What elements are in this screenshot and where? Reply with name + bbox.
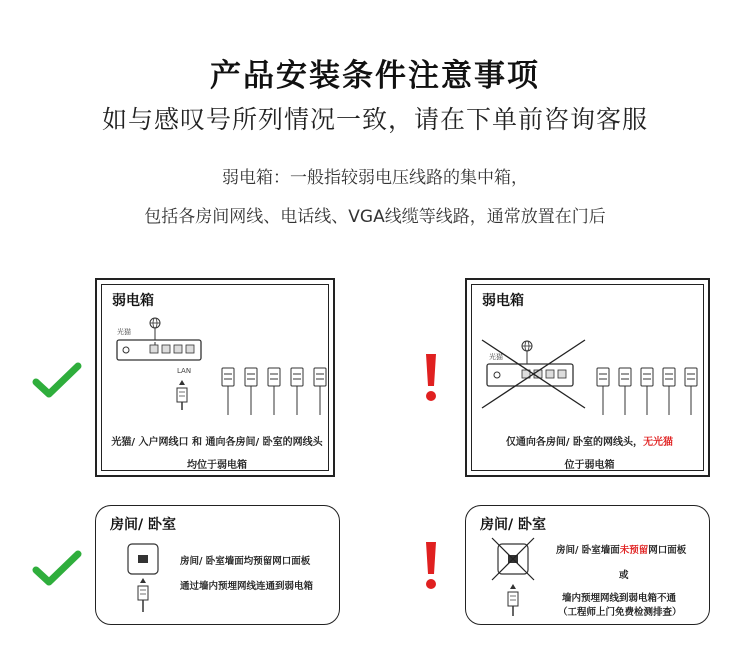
panel-title: 弱电箱 <box>112 293 154 309</box>
room-line-3: 墙内预埋网线到弱电箱不通 <box>562 593 677 604</box>
room-panel-ok <box>95 505 340 625</box>
description-line-2: 包括各房间网线、电话线、VGA线缆等线路，通常放置在门后 <box>144 207 606 227</box>
network-diagram <box>97 280 337 479</box>
room-line-1-warning: 未预留 <box>619 545 649 556</box>
room-line-1: 房间/ 卧室墙面均预留网口面板 <box>180 556 311 567</box>
network-cable-heads <box>597 368 697 415</box>
modem-device <box>487 364 573 386</box>
room-line-2: 通过墙内预埋网线连通到弱电箱 <box>180 581 314 592</box>
cable-plug-icon <box>508 584 518 616</box>
wall-socket-icon <box>128 544 158 574</box>
description-line-1: 弱电箱：一般指较弱电压线路的集中箱， <box>222 168 528 188</box>
caption-line-1-warning: 无光猫 <box>643 437 674 448</box>
caption-line-1-text: 仅通向各房间/ 卧室的网线头， <box>505 437 644 448</box>
globe-icon <box>150 318 160 342</box>
panel-weak-box-ok <box>95 278 335 477</box>
exclamation-icon <box>422 352 440 402</box>
modem-device <box>117 340 201 360</box>
panel-title: 弱电箱 <box>482 293 524 309</box>
cable-plug-icon <box>138 578 148 612</box>
globe-icon <box>522 341 532 364</box>
modem-label: 光猫 <box>117 328 131 336</box>
panel-weak-box-bad <box>465 278 710 477</box>
room-title: 房间/ 卧室 <box>110 517 176 533</box>
room-title: 房间/ 卧室 <box>480 517 546 533</box>
room-line-2: 或 <box>619 570 629 581</box>
caption-line-1: 光猫/ 入户网线口 和 通向各房间/ 卧室的网线头 <box>111 437 323 448</box>
page-title: 产品安装条件注意事项 <box>210 58 540 94</box>
network-diagram <box>467 280 712 479</box>
room-line-1 <box>556 542 686 556</box>
modem-label: 光猫 <box>489 353 503 361</box>
lan-label: LAN <box>177 367 192 375</box>
checkmark-icon <box>32 548 82 588</box>
lan-cable-plug <box>177 380 187 410</box>
room-line-1-text-b: 网口面板 <box>648 545 687 556</box>
exclamation-icon <box>422 540 440 590</box>
page-subtitle: 如与感叹号所列情况一致，请在下单前咨询客服 <box>101 105 648 134</box>
caption-line-2: 均位于弱电箱 <box>187 460 247 471</box>
room-line-4: （工程师上门免费检测排查） <box>558 607 682 618</box>
room-line-1-text-a: 房间/ 卧室墙面 <box>556 545 620 556</box>
caption-line-2: 位于弱电箱 <box>564 460 615 471</box>
checkmark-icon <box>32 360 82 400</box>
network-cable-heads <box>222 368 326 415</box>
room-panel-bad <box>465 505 710 625</box>
caption-line-1 <box>467 433 712 448</box>
